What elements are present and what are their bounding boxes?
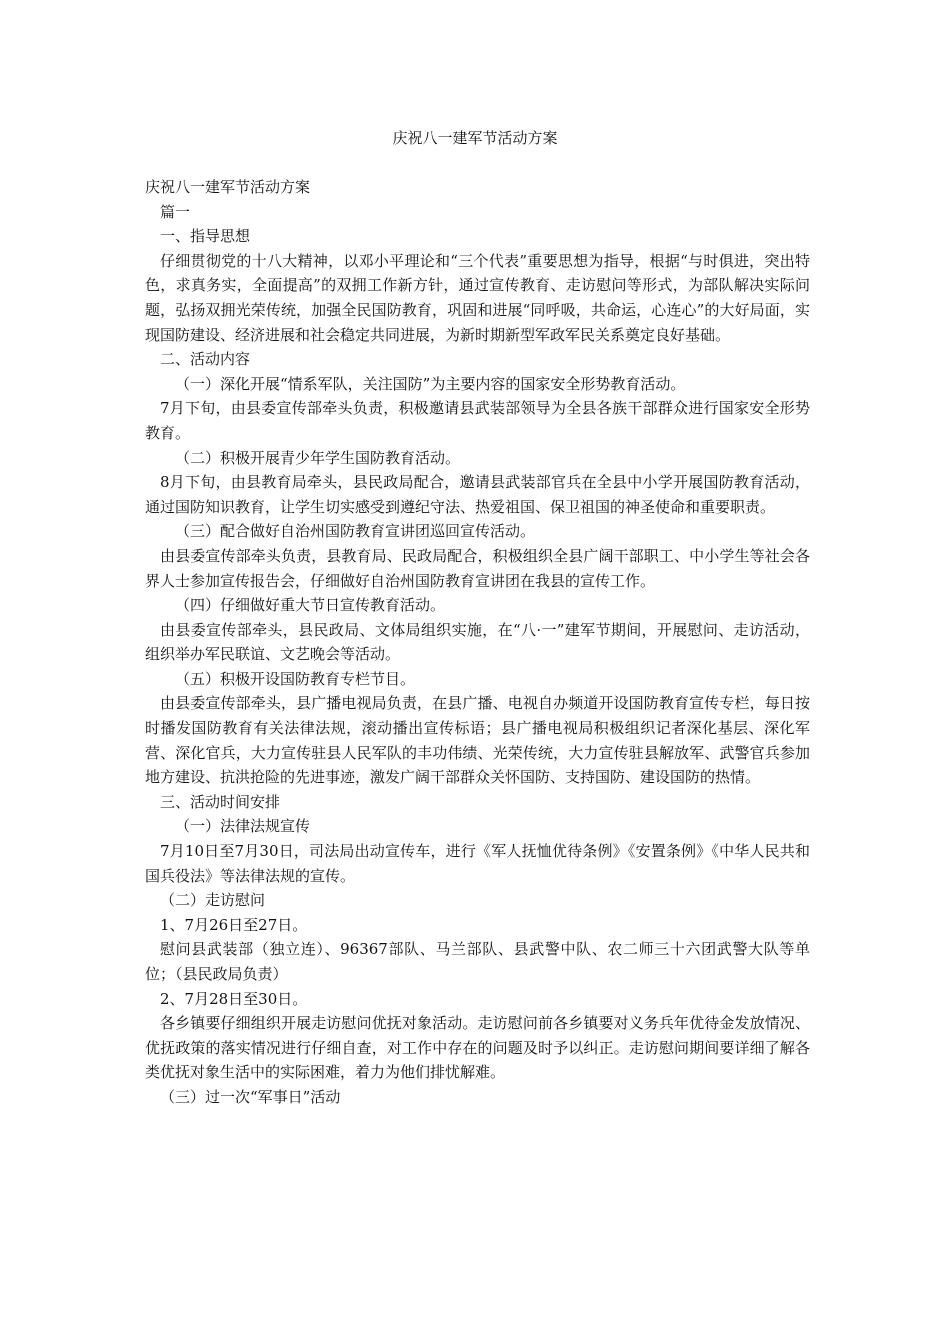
paragraph: 慰问县武装部（独立连）、96367部队、马兰部队、县武警中队、农二师三十六团武警大队等单位；（县民政局负责） bbox=[145, 940, 810, 983]
paragraph: 7月10日至7月30日，司法局出动宣传车，进行《军人抚恤优待条例》《安置条例》《中华人民共和国兵役法》等法律法规的宣传。 bbox=[145, 842, 810, 885]
paragraph: （五）积极开设国防教育专栏节目。 bbox=[175, 669, 416, 688]
paragraph: 7月下旬，由县委宣传部牵头负责，积极邀请县武装部领导为全县各族干部群众进行国家安全形势教育。 bbox=[145, 399, 810, 442]
paragraph: 篇一 bbox=[160, 202, 191, 221]
paragraph: 由县委宣传部牵头，县广播电视局负责，在县广播、电视自办频道开设国防教育宣传专栏，每日按时播发国防教育有关法律法规，滚动播出宣传标语；县广播电视局积极组织记者深化基层、深化军营、深化官兵，大力宣传驻县人民军队的丰功伟绩、光荣传统，大力宣传驻县解放军、武警官兵参加地方建设、抗洪抢险的先进事迹，激发广阔干部群众关怀国防、支持国防、建设国防的热情。 bbox=[145, 694, 810, 787]
paragraph: 由县委宣传部牵头负责，县教育局、民政局配合，积极组织全县广阔干部职工、中小学生等社会各界人士参加宣传报告会，仔细做好自治州国防教育宣讲团在我县的宣传工作。 bbox=[145, 546, 810, 590]
paragraph: 各乡镇要仔细组织开展走访慰问优抚对象活动。走访慰问前各乡镇要对义务兵年优待金发放情况、优抚政策的落实情况进行仔细自查，对工作中存在的问题及时予以纠正。走访慰问期间要详细了解各类优抚对象生活中的实际困难，着力为他们排忧解难。 bbox=[145, 1014, 810, 1082]
page-title: 庆祝八一建军节活动方案 bbox=[392, 129, 558, 147]
paragraph: 1、7月26日至27日。 bbox=[160, 915, 308, 934]
paragraph: 由县委宣传部牵头，县民政局、文体局组织实施，在“八·一”建军节期间，开展慰问、走访活动，组织举办军民联谊、文艺晚会等活动。 bbox=[145, 620, 810, 664]
paragraph: （三）配合做好自治州国防教育宣讲团巡回宣传活动。 bbox=[175, 522, 536, 541]
paragraph: 三、活动时间安排 bbox=[160, 792, 281, 811]
paragraph: （二）走访慰问 bbox=[160, 891, 266, 910]
paragraph: （一）法律法规宣传 bbox=[175, 817, 311, 836]
paragraph: 二、活动内容 bbox=[160, 350, 251, 369]
paragraph: 8月下旬，由县教育局牵头，县民政局配合，邀请县武装部官兵在全县中小学开展国防教育活动，通过国防知识教育，让学生切实感受到遵纪守法、热爱祖国、保卫祖国的神圣使命和重要职责。 bbox=[145, 473, 810, 516]
paragraph: 庆祝八一建军节活动方案 bbox=[145, 178, 311, 196]
document-body bbox=[145, 175, 810, 1110]
paragraph: 2、7月28日至30日。 bbox=[160, 989, 308, 1008]
paragraph: （四）仔细做好重大节日宣传教育活动。 bbox=[175, 596, 446, 615]
paragraph: 仔细贯彻党的十八大精神，以邓小平理论和“三个代表”重要思想为指导，根据“与时俱进，突出特色，求真务实，全面提高”的双拥工作新方针，通过宣传教育、走访慰问等形式，为部队解决实际问题，弘扬双拥光荣传统，加强全民国防教育，巩固和进展“同呼吸，共命运，心连心”的大好局面，实现国防建设、经济进展和社会稳定共同进展，为新时期新型军政军民关系奠定良好基础。 bbox=[145, 251, 810, 344]
paragraph: （二）积极开展青少年学生国防教育活动。 bbox=[175, 448, 461, 467]
paragraph: （三）过一次“军事日”活动 bbox=[160, 1087, 341, 1106]
paragraph: 一、指导思想 bbox=[160, 227, 251, 246]
paragraph: （一）深化开展“情系军队，关注国防”为主要内容的国家安全形势教育活动。 bbox=[175, 374, 686, 393]
